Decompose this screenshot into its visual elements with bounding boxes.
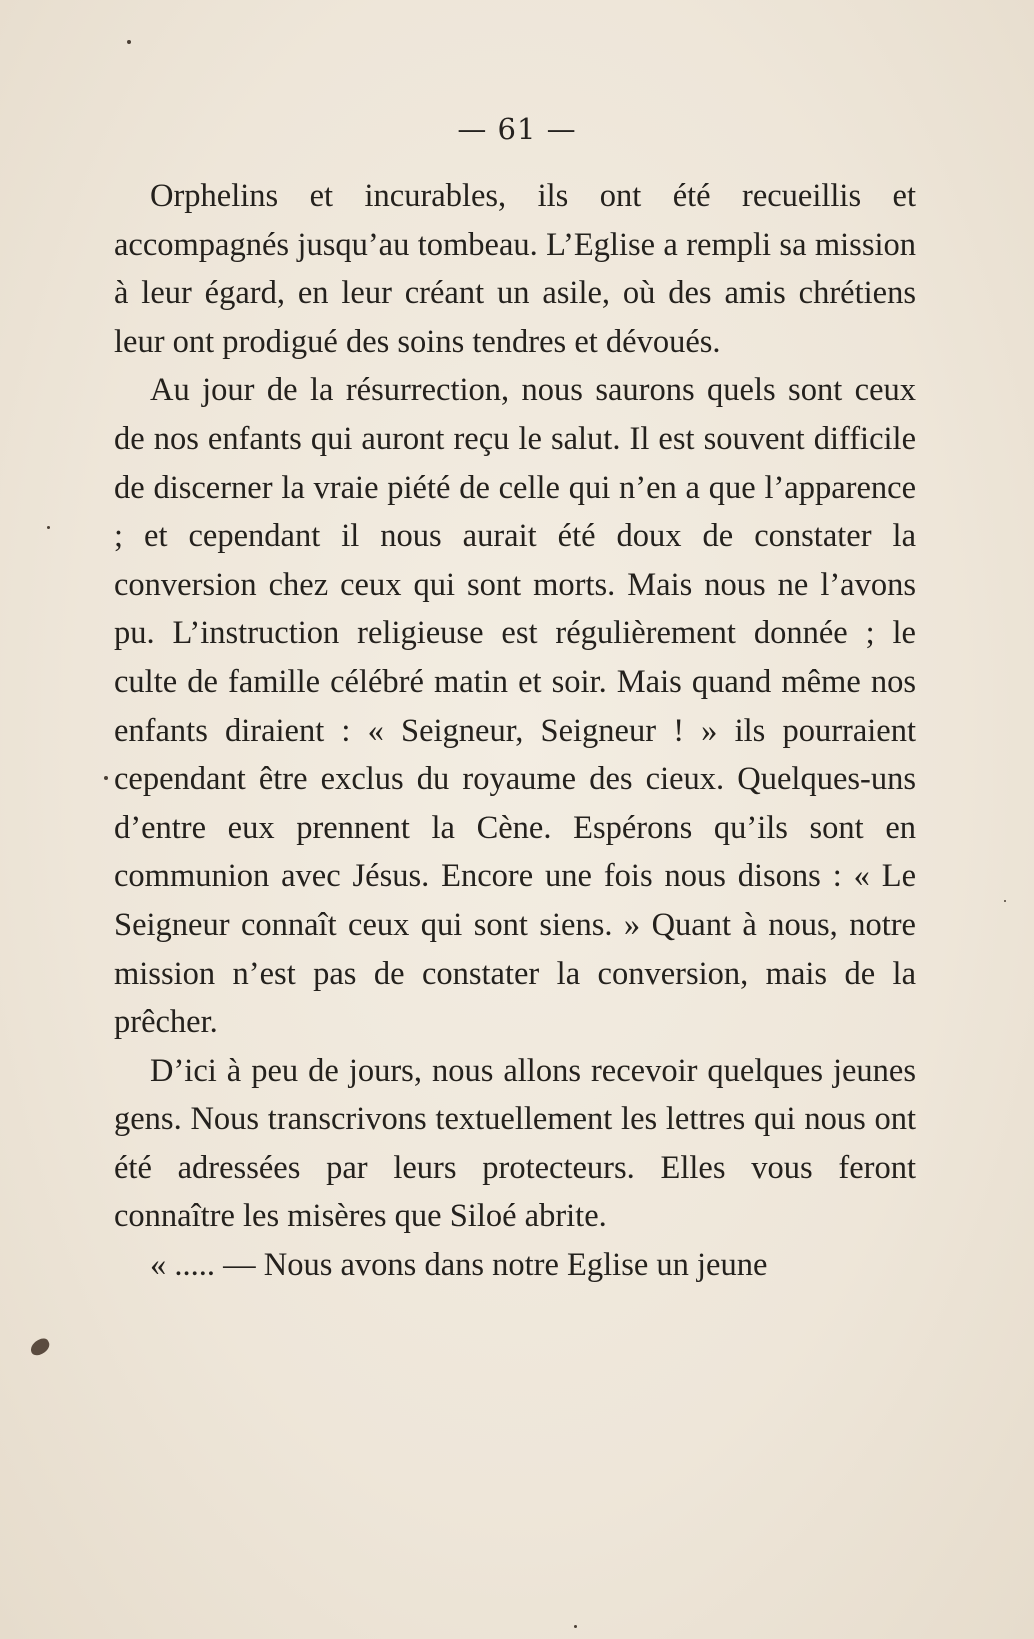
ink-speck — [104, 776, 108, 780]
body-text — [114, 172, 916, 1290]
paragraph: D’ici à peu de jours, nous allons recevoir quelques jeunes gens. Nous transcrivons textuellement les lettres qui nous ont été adressées par leurs protecteurs. Elles vous feront connaître les misères que Siloé abrite. — [114, 1052, 916, 1235]
ink-speck — [47, 526, 50, 529]
ink-speck — [1004, 900, 1006, 902]
ink-speck — [127, 40, 131, 44]
paragraph: « ..... — Nous avons dans notre Eglise un jeune — [150, 1247, 768, 1284]
ink-speck — [574, 1625, 577, 1628]
page-number: — 61 — — [457, 112, 577, 146]
paragraph: Au jour de la résurrection, nous saurons quels sont ceux de nos enfants qui auront reçu le salut. Il est souvent difficile de discerner la vraie piété de celle qui n’en a que l’apparence ; et cependant il nous aurait été doux de constater la conversion chez ceux qui sont morts. Mais nous ne l’avons pu. L’instruction religieuse est régulièrement donnée ; le culte de famille célébré matin et soir. Mais quand même nos enfants diraient : « Seigneur, Seigneur ! » ils pourraient cependant être exclus du royaume des cieux. Quelques-uns d’entre eux prennent la Cène. Espérons qu’ils sont en communion avec Jésus. Encore une fois nous disons : « Le Seigneur connaît ceux qui sont siens. » Quant à nous, notre mission n’est pas de constater la conversion, mais de la prêcher. — [114, 372, 916, 1041]
ink-blot — [28, 1336, 52, 1358]
paragraph: Orphelins et incurables, ils ont été recueillis et accompagnés jusqu’au tombeau. L’Eglise a rempli sa mission à leur égard, en leur créant un asile, où des amis chrétiens leur ont prodigué des soins tendres et dévoués. — [114, 178, 916, 360]
